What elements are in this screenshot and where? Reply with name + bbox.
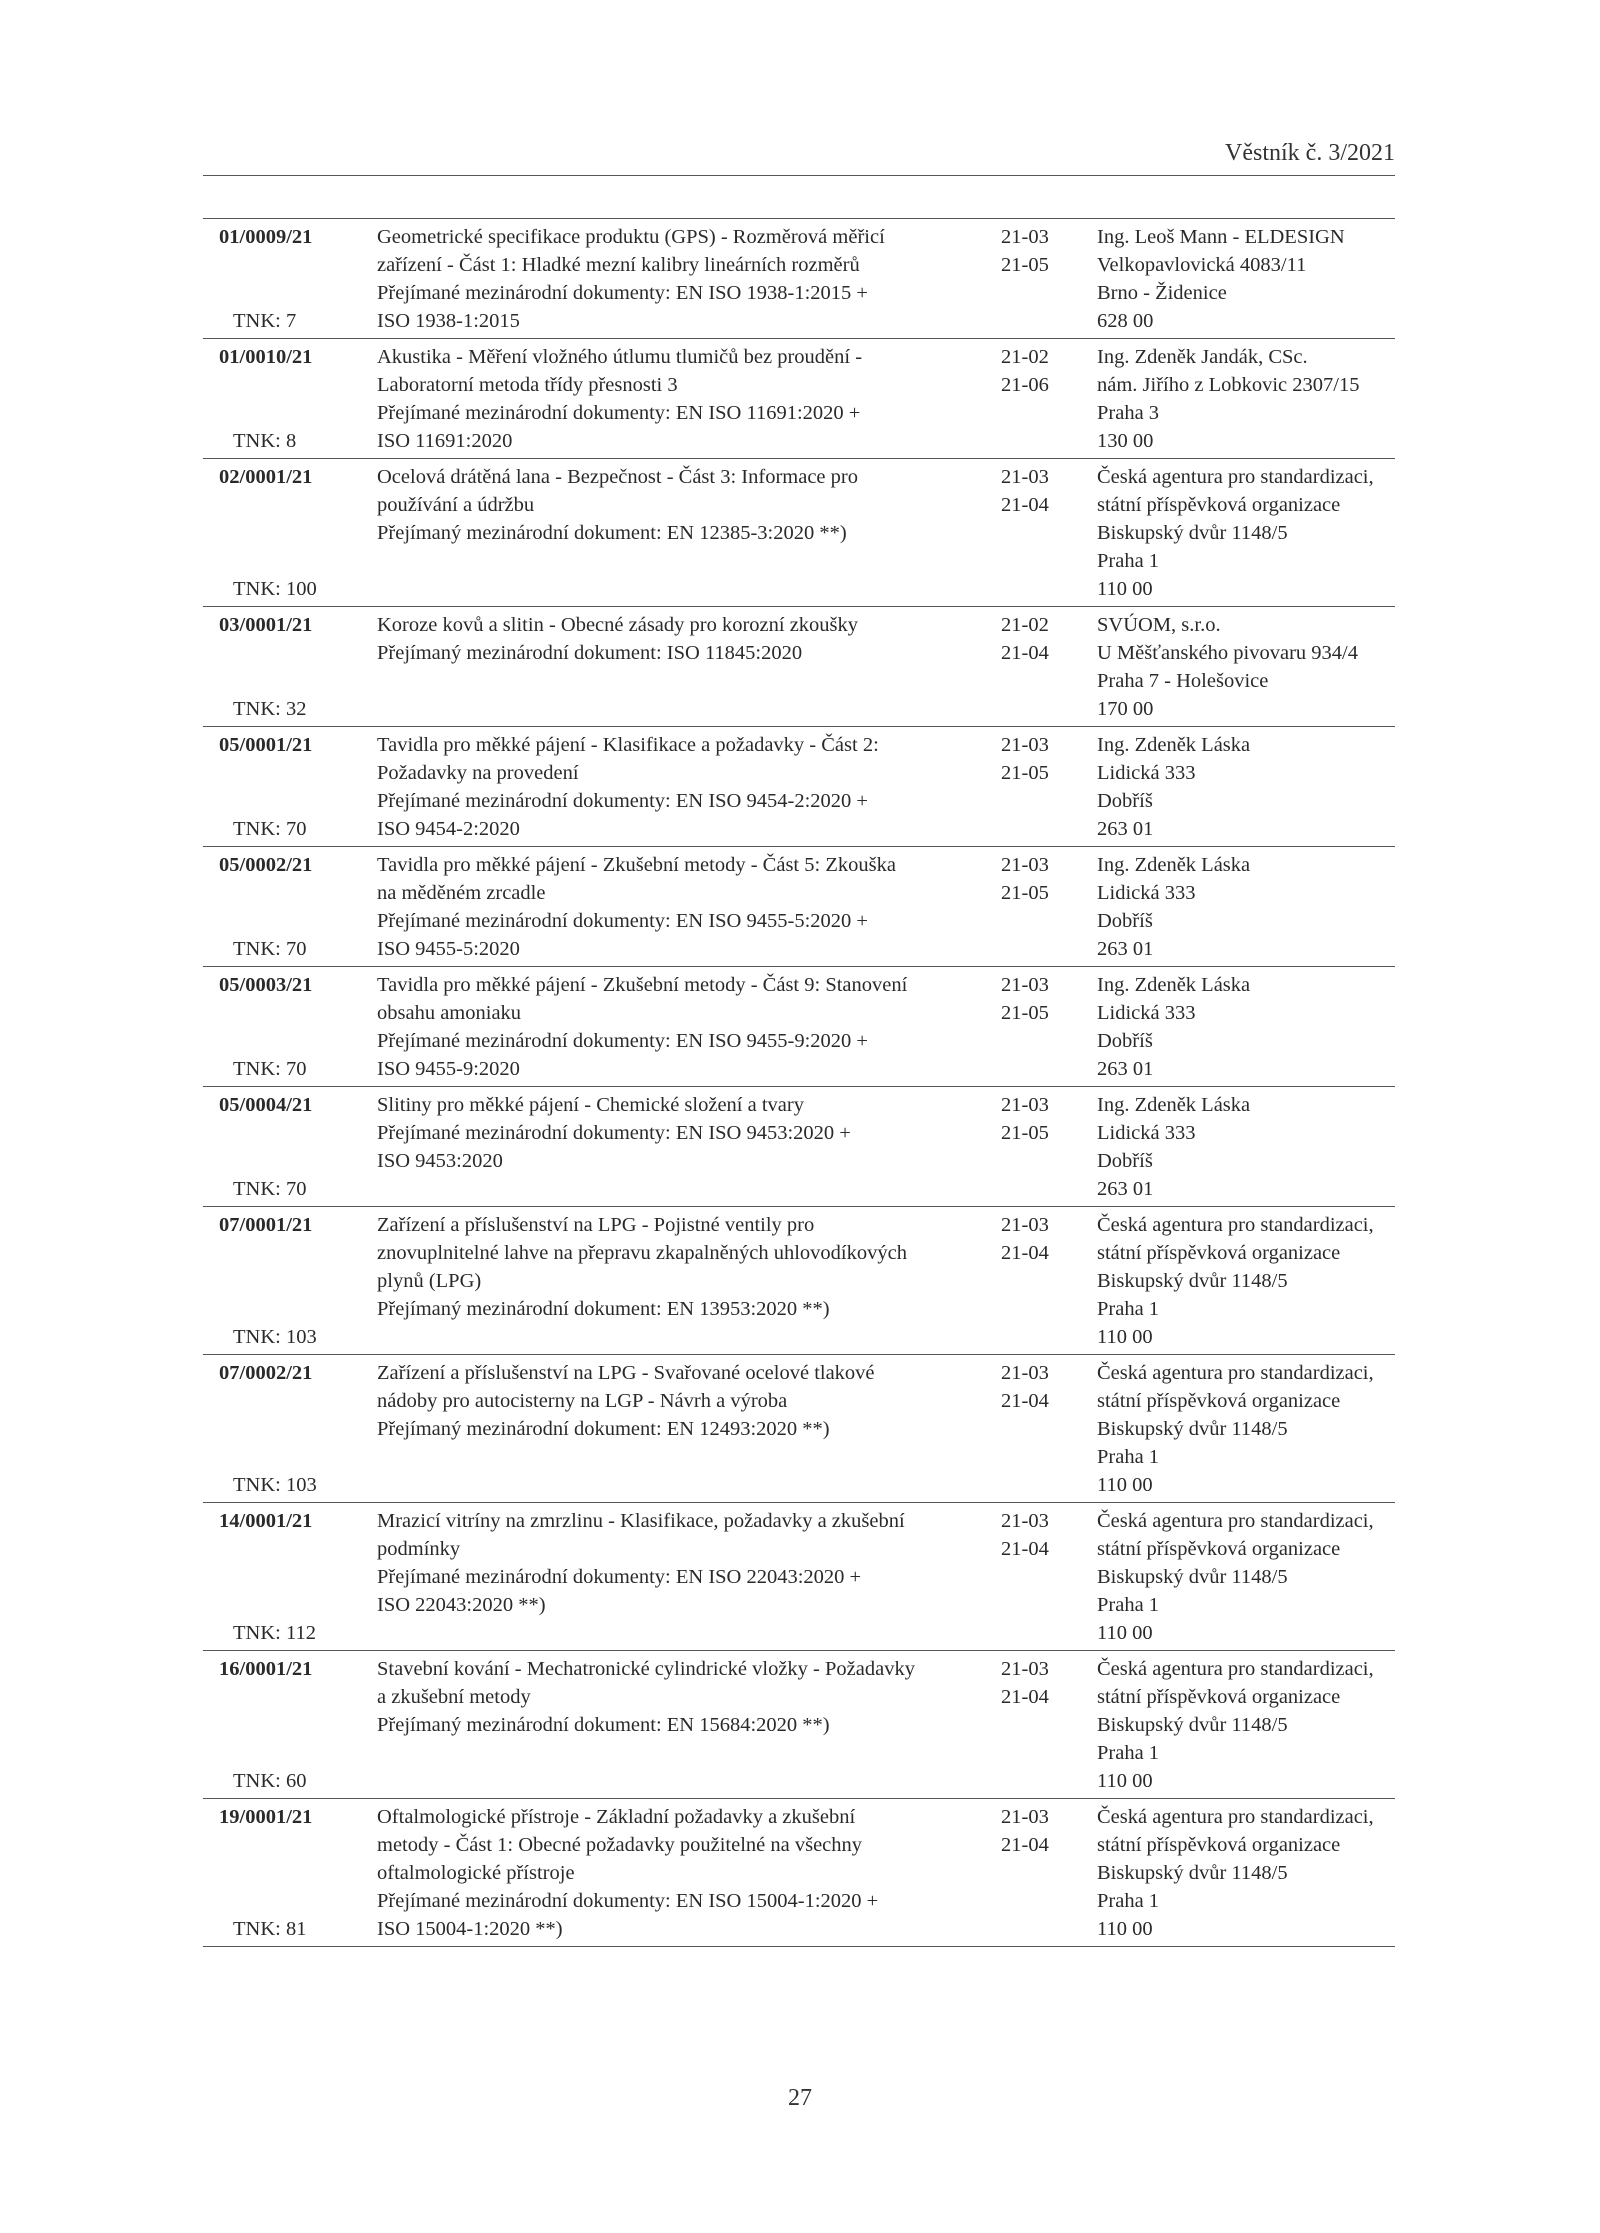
date-value: 21-04 <box>1001 1538 1049 1560</box>
dates-cell <box>987 971 1081 1083</box>
address-line: Praha 1 <box>1097 1298 1160 1320</box>
tnk-number: TNK: 60 <box>233 1770 307 1792</box>
standard-title-cell <box>367 1655 987 1795</box>
address-line: Praha 1 <box>1097 550 1160 572</box>
project-number: 05/0001/21 <box>219 734 313 756</box>
table-row <box>203 1087 1395 1207</box>
tnk-number: TNK: 103 <box>233 1474 317 1496</box>
processor-address-cell <box>1081 1507 1395 1647</box>
processor-address-cell <box>1081 971 1395 1083</box>
title-line: Zařízení a příslušenství na LPG - Svařované ocelové tlakové <box>377 1362 875 1384</box>
table-row <box>203 1503 1395 1651</box>
project-number: 01/0010/21 <box>219 346 313 368</box>
dates-cell <box>987 851 1081 963</box>
date-value: 21-05 <box>1001 1122 1049 1144</box>
address-line: Praha 1 <box>1097 1446 1160 1468</box>
address-line: Ing. Zdeněk Láska <box>1097 854 1251 876</box>
address-line: 130 00 <box>1097 430 1154 452</box>
project-number: 16/0001/21 <box>219 1658 313 1680</box>
dates-cell <box>987 1211 1081 1351</box>
dates-cell <box>987 1803 1081 1943</box>
table-row <box>203 339 1395 459</box>
title-line: ISO 9454-2:2020 <box>377 818 520 840</box>
row-id-cell <box>203 611 367 723</box>
standard-title-cell <box>367 223 987 335</box>
processor-address-cell <box>1081 731 1395 843</box>
standard-title-cell <box>367 731 987 843</box>
address-line: Brno - Židenice <box>1097 282 1227 304</box>
standard-title-cell <box>367 851 987 963</box>
address-line: Praha 1 <box>1097 1742 1160 1764</box>
title-line: ISO 15004-1:2020 **) <box>377 1918 563 1940</box>
address-line: Česká agentura pro standardizaci, <box>1097 1362 1374 1384</box>
date-value: 21-05 <box>1001 882 1049 904</box>
title-line: Akustika - Měření vložného útlumu tlumičů bez proudění - <box>377 346 863 368</box>
title-line: Přejímaný mezinárodní dokument: EN 15684:2020 **) <box>377 1714 830 1736</box>
date-value: 21-03 <box>1001 226 1049 248</box>
address-line: Ing. Zdeněk Láska <box>1097 734 1251 756</box>
tnk-number: TNK: 103 <box>233 1326 317 1348</box>
project-number: 07/0001/21 <box>219 1214 313 1236</box>
processor-address-cell <box>1081 463 1395 603</box>
address-line: Lidická 333 <box>1097 1122 1196 1144</box>
address-line: 110 00 <box>1097 1770 1153 1792</box>
processor-address-cell <box>1081 1091 1395 1203</box>
title-line: Přejímaný mezinárodní dokument: EN 12493:2020 **) <box>377 1418 830 1440</box>
title-line: Přejímaný mezinárodní dokument: ISO 11845:2020 <box>377 642 803 664</box>
page-header: Věstník č. 3/2021 <box>1225 140 1395 166</box>
address-line: státní příspěvková organizace <box>1097 494 1341 516</box>
title-line: Přejímané mezinárodní dokumenty: EN ISO 9454-2:2020 + <box>377 790 868 812</box>
address-line: Biskupský dvůr 1148/5 <box>1097 1862 1288 1884</box>
date-value: 21-04 <box>1001 1834 1049 1856</box>
processor-address-cell <box>1081 1655 1395 1795</box>
standard-title-cell <box>367 463 987 603</box>
standard-title-cell <box>367 1359 987 1499</box>
title-line: Ocelová drátěná lana - Bezpečnost - Část 3: Informace pro <box>377 466 858 488</box>
title-line: Přejímaný mezinárodní dokument: EN 13953:2020 **) <box>377 1298 830 1320</box>
address-line: Biskupský dvůr 1148/5 <box>1097 1418 1288 1440</box>
address-line: Biskupský dvůr 1148/5 <box>1097 1270 1288 1292</box>
title-line: používání a údržbu <box>377 494 535 516</box>
table-row <box>203 1355 1395 1503</box>
standard-title-cell <box>367 611 987 723</box>
title-line: ISO 11691:2020 <box>377 430 513 452</box>
date-value: 21-04 <box>1001 1390 1049 1412</box>
address-line: 110 00 <box>1097 1622 1153 1644</box>
title-line: na měděném zrcadle <box>377 882 546 904</box>
title-line: metody - Část 1: Obecné požadavky použitelné na všechny <box>377 1834 863 1856</box>
address-line: Dobříš <box>1097 910 1153 932</box>
date-value: 21-03 <box>1001 1362 1049 1384</box>
address-line: Ing. Zdeněk Jandák, CSc. <box>1097 346 1308 368</box>
title-line: obsahu amoniaku <box>377 1002 522 1024</box>
date-value: 21-03 <box>1001 1806 1049 1828</box>
title-line: nádoby pro autocisterny na LGP - Návrh a výroba <box>377 1390 788 1412</box>
table-row <box>203 847 1395 967</box>
row-id-cell <box>203 1091 367 1203</box>
row-id-cell <box>203 1211 367 1351</box>
address-line: nám. Jiřího z Lobkovic 2307/15 <box>1097 374 1360 396</box>
address-line: Česká agentura pro standardizaci, <box>1097 1214 1374 1236</box>
title-line: Přejímané mezinárodní dokumenty: EN ISO 15004-1:2020 + <box>377 1890 879 1912</box>
project-number: 05/0003/21 <box>219 974 313 996</box>
project-number: 14/0001/21 <box>219 1510 313 1532</box>
date-value: 21-04 <box>1001 1242 1049 1264</box>
title-line: Přejímaný mezinárodní dokument: EN 12385-3:2020 **) <box>377 522 847 544</box>
standard-title-cell <box>367 1091 987 1203</box>
address-line: Lidická 333 <box>1097 762 1196 784</box>
tnk-number: TNK: 70 <box>233 1058 307 1080</box>
title-line: podmínky <box>377 1538 461 1560</box>
title-line: Stavební kování - Mechatronické cylindrické vložky - Požadavky <box>377 1658 915 1680</box>
date-value: 21-02 <box>1001 614 1049 636</box>
title-line: Koroze kovů a slitin - Obecné zásady pro korozní zkoušky <box>377 614 859 636</box>
address-line: Lidická 333 <box>1097 1002 1196 1024</box>
standard-title-cell <box>367 343 987 455</box>
address-line: Biskupský dvůr 1148/5 <box>1097 1714 1288 1736</box>
standard-title-cell <box>367 1507 987 1647</box>
address-line: Česká agentura pro standardizaci, <box>1097 1510 1374 1532</box>
address-line: 110 00 <box>1097 1326 1153 1348</box>
standard-title-cell <box>367 1803 987 1943</box>
address-line: státní příspěvková organizace <box>1097 1242 1341 1264</box>
row-id-cell <box>203 731 367 843</box>
project-number: 07/0002/21 <box>219 1362 313 1384</box>
processor-address-cell <box>1081 343 1395 455</box>
address-line: státní příspěvková organizace <box>1097 1834 1341 1856</box>
address-line: Ing. Zdeněk Láska <box>1097 974 1251 996</box>
title-line: Geometrické specifikace produktu (GPS) - Rozměrová měřicí <box>377 226 885 248</box>
address-line: státní příspěvková organizace <box>1097 1390 1341 1412</box>
standards-table <box>203 218 1395 1947</box>
processor-address-cell <box>1081 1803 1395 1943</box>
dates-cell <box>987 463 1081 603</box>
address-line: Praha 3 <box>1097 402 1160 424</box>
table-row <box>203 219 1395 339</box>
address-line: Česká agentura pro standardizaci, <box>1097 1806 1374 1828</box>
table-row <box>203 967 1395 1087</box>
table-row <box>203 727 1395 847</box>
title-line: Tavidla pro měkké pájení - Zkušební metody - Část 5: Zkouška <box>377 854 896 876</box>
date-value: 21-03 <box>1001 1658 1049 1680</box>
dates-cell <box>987 1091 1081 1203</box>
project-number: 05/0004/21 <box>219 1094 313 1116</box>
address-line: Česká agentura pro standardizaci, <box>1097 1658 1374 1680</box>
address-line: Velkopavlovická 4083/11 <box>1097 254 1307 276</box>
title-line: ISO 22043:2020 **) <box>377 1594 546 1616</box>
row-id-cell <box>203 223 367 335</box>
address-line: U Měšťanského pivovaru 934/4 <box>1097 642 1358 664</box>
title-line: Přejímané mezinárodní dokumenty: EN ISO 1938-1:2015 + <box>377 282 868 304</box>
title-line: a zkušební metody <box>377 1686 531 1708</box>
tnk-number: TNK: 8 <box>233 430 297 452</box>
address-line: Biskupský dvůr 1148/5 <box>1097 1566 1288 1588</box>
project-number: 01/0009/21 <box>219 226 313 248</box>
row-id-cell <box>203 463 367 603</box>
address-line: Česká agentura pro standardizaci, <box>1097 466 1374 488</box>
project-number: 05/0002/21 <box>219 854 313 876</box>
date-value: 21-06 <box>1001 374 1049 396</box>
date-value: 21-03 <box>1001 1214 1049 1236</box>
processor-address-cell <box>1081 851 1395 963</box>
date-value: 21-05 <box>1001 762 1049 784</box>
table-row <box>203 459 1395 607</box>
date-value: 21-05 <box>1001 254 1049 276</box>
address-line: Praha 1 <box>1097 1594 1160 1616</box>
title-line: Laboratorní metoda třídy přesnosti 3 <box>377 374 678 396</box>
title-line: Zařízení a příslušenství na LPG - Pojistné ventily pro <box>377 1214 815 1236</box>
address-line: 628 00 <box>1097 310 1154 332</box>
address-line: 110 00 <box>1097 1918 1153 1940</box>
title-line: Přejímané mezinárodní dokumenty: EN ISO 22043:2020 + <box>377 1566 862 1588</box>
address-line: Dobříš <box>1097 1150 1153 1172</box>
address-line: státní příspěvková organizace <box>1097 1686 1341 1708</box>
tnk-number: TNK: 100 <box>233 578 317 600</box>
title-line: plynů (LPG) <box>377 1270 482 1292</box>
processor-address-cell <box>1081 611 1395 723</box>
row-id-cell <box>203 851 367 963</box>
processor-address-cell <box>1081 1359 1395 1499</box>
dates-cell <box>987 343 1081 455</box>
title-line: Přejímané mezinárodní dokumenty: EN ISO 9453:2020 + <box>377 1122 851 1144</box>
row-id-cell <box>203 343 367 455</box>
title-line: Slitiny pro měkké pájení - Chemické složení a tvary <box>377 1094 804 1116</box>
title-line: Mrazicí vitríny na zmrzlinu - Klasifikace, požadavky a zkušební <box>377 1510 905 1532</box>
tnk-number: TNK: 32 <box>233 698 307 720</box>
title-line: Požadavky na provedení <box>377 762 579 784</box>
project-number: 02/0001/21 <box>219 466 313 488</box>
date-value: 21-03 <box>1001 1510 1049 1532</box>
address-line: SVÚOM, s.r.o. <box>1097 614 1221 636</box>
address-line: Ing. Zdeněk Láska <box>1097 1094 1251 1116</box>
address-line: Praha 7 - Holešovice <box>1097 670 1269 692</box>
address-line: 263 01 <box>1097 818 1154 840</box>
date-value: 21-03 <box>1001 734 1049 756</box>
address-line: státní příspěvková organizace <box>1097 1538 1341 1560</box>
address-line: 263 01 <box>1097 1178 1154 1200</box>
address-line: 170 00 <box>1097 698 1154 720</box>
title-line: Oftalmologické přístroje - Základní požadavky a zkušební <box>377 1806 856 1828</box>
address-line: Dobříš <box>1097 1030 1153 1052</box>
dates-cell <box>987 731 1081 843</box>
tnk-number: TNK: 70 <box>233 1178 307 1200</box>
dates-cell <box>987 223 1081 335</box>
title-line: Tavidla pro měkké pájení - Zkušební metody - Část 9: Stanovení <box>377 974 908 996</box>
address-line: 110 00 <box>1097 578 1153 600</box>
dates-cell <box>987 1655 1081 1795</box>
date-value: 21-04 <box>1001 494 1049 516</box>
date-value: 21-03 <box>1001 974 1049 996</box>
address-line: Ing. Leoš Mann - ELDESIGN <box>1097 226 1345 248</box>
address-line: 110 00 <box>1097 1474 1153 1496</box>
address-line: 263 01 <box>1097 938 1154 960</box>
address-line: 263 01 <box>1097 1058 1154 1080</box>
row-id-cell <box>203 1655 367 1795</box>
title-line: ISO 9455-9:2020 <box>377 1058 520 1080</box>
date-value: 21-05 <box>1001 1002 1049 1024</box>
table-row <box>203 1651 1395 1799</box>
standard-title-cell <box>367 1211 987 1351</box>
standard-title-cell <box>367 971 987 1083</box>
title-line: Přejímané mezinárodní dokumenty: EN ISO 11691:2020 + <box>377 402 861 424</box>
dates-cell <box>987 611 1081 723</box>
tnk-number: TNK: 112 <box>233 1622 316 1644</box>
table-row <box>203 607 1395 727</box>
title-line: Přejímané mezinárodní dokumenty: EN ISO 9455-9:2020 + <box>377 1030 868 1052</box>
date-value: 21-02 <box>1001 346 1049 368</box>
page-number: 27 <box>788 2085 812 2111</box>
date-value: 21-03 <box>1001 466 1049 488</box>
row-id-cell <box>203 1359 367 1499</box>
row-id-cell <box>203 1507 367 1647</box>
title-line: zařízení - Část 1: Hladké mezní kalibry lineárních rozměrů <box>377 254 860 276</box>
address-line: Biskupský dvůr 1148/5 <box>1097 522 1288 544</box>
title-line: znovuplnitelné lahve na přepravu zkapalněných uhlovodíkových <box>377 1242 907 1264</box>
tnk-number: TNK: 81 <box>233 1918 307 1940</box>
processor-address-cell <box>1081 223 1395 335</box>
header-divider <box>203 175 1395 176</box>
date-value: 21-03 <box>1001 1094 1049 1116</box>
title-line: ISO 1938-1:2015 <box>377 310 520 332</box>
tnk-number: TNK: 7 <box>233 310 297 332</box>
table-row <box>203 1207 1395 1355</box>
address-line: Dobříš <box>1097 790 1153 812</box>
row-id-cell <box>203 971 367 1083</box>
project-number: 03/0001/21 <box>219 614 313 636</box>
address-line: Praha 1 <box>1097 1890 1160 1912</box>
title-line: Tavidla pro měkké pájení - Klasifikace a požadavky - Část 2: <box>377 734 879 756</box>
date-value: 21-04 <box>1001 642 1049 664</box>
row-id-cell <box>203 1803 367 1943</box>
address-line: Lidická 333 <box>1097 882 1196 904</box>
title-line: ISO 9455-5:2020 <box>377 938 520 960</box>
tnk-number: TNK: 70 <box>233 818 307 840</box>
dates-cell <box>987 1359 1081 1499</box>
date-value: 21-03 <box>1001 854 1049 876</box>
table-row <box>203 1799 1395 1947</box>
processor-address-cell <box>1081 1211 1395 1351</box>
title-line: Přejímané mezinárodní dokumenty: EN ISO 9455-5:2020 + <box>377 910 868 932</box>
project-number: 19/0001/21 <box>219 1806 313 1828</box>
date-value: 21-04 <box>1001 1686 1049 1708</box>
title-line: oftalmologické přístroje <box>377 1862 575 1884</box>
tnk-number: TNK: 70 <box>233 938 307 960</box>
title-line: ISO 9453:2020 <box>377 1150 503 1172</box>
dates-cell <box>987 1507 1081 1647</box>
